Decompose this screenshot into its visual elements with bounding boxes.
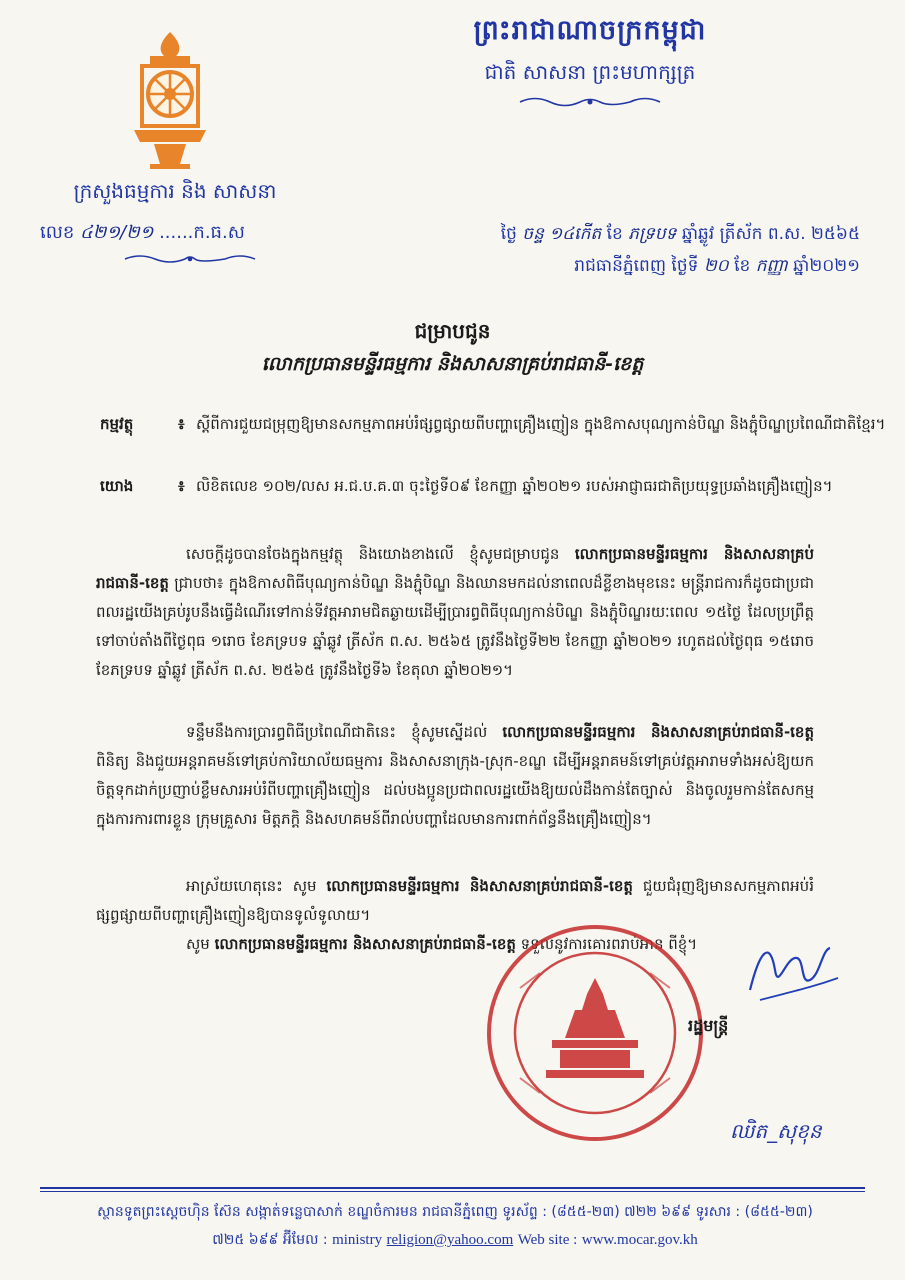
reference-number <box>40 220 245 247</box>
solar-day: ២០ <box>703 256 729 276</box>
ref-prefix: លេខ <box>40 222 75 243</box>
date-day-label: ថ្ងៃ <box>500 224 517 244</box>
body-paragraph-2 <box>96 718 814 834</box>
body-paragraph-1 <box>96 540 814 685</box>
lunar-year: ឆ្នាំឆ្លូវ ត្រីស័ក ព.ស. ២៥៦៥ <box>681 224 860 244</box>
signatory-title: រដ្ឋមន្ត្រី <box>688 1016 729 1035</box>
p4-addressee: លោកប្រធានមន្ទីរធម្មការ និងសាសនាគ្រប់រាជធានី-ខេត្ត <box>214 935 516 953</box>
reference-label: យោង <box>100 477 134 495</box>
subject-label: កម្មវត្ថុ <box>100 415 134 433</box>
official-seal-icon <box>480 918 710 1148</box>
subject-text: ស្តីពីការជួយជម្រុញឱ្យមានសកម្មភាពអប់រំផ្សព្វផ្សាយពីបញ្ហាគ្រឿងញៀន ក្នុងឱកាសបុណ្យកាន់បិណ្ឌ និងភ្ជុំបិណ្ឌប្រពៃណីជាតិខ្មែរ។ <box>196 415 886 433</box>
website-label: Web site : <box>517 1232 578 1248</box>
ministry-emblem-icon <box>120 30 220 170</box>
lunar-day: ចន្ទ ១៤កើត <box>522 224 602 244</box>
date-block <box>390 218 860 282</box>
p1-text-a: សេចក្តីដូចបានចែងក្នុងកម្មវត្ថុ និងយោងខាងលើ ខ្ញុំសូមជម្រាបជូន <box>186 545 560 563</box>
signature-icon <box>740 930 840 1010</box>
signatory-name: ឈិត_សុខុន <box>730 1119 822 1143</box>
solar-year: ឆ្នាំ២០២១ <box>793 256 860 276</box>
p3-text-c: ជួយជំរុញឱ្យមានសកម្មភាពអប់រំផ្សព្វផ្សាយពីបញ្ហាគ្រឿងញៀនឱ្យបានទូលំទូលាយ។ <box>96 877 814 924</box>
p2-text-a: ទន្ទឹមនឹងការប្រារព្ធពិធីប្រពៃណីជាតិនេះ ខ្ញុំសូមស្នើដល់ <box>186 723 488 741</box>
reference-text: លិខិតលេខ ១០២/លស អ.ជ.ប.គ.៣ ចុះថ្ងៃទី០៩ ខែកញ្ញា ឆ្នាំ២០២១ របស់អាជ្ញាធរជាតិប្រយុទ្ធប្រឆាំងគ្រឿងញៀន។ <box>196 477 833 495</box>
ref-suffix: ក.ធ.ស <box>193 222 245 243</box>
p4-text-a: សូម <box>186 935 210 953</box>
p1-addressee: លោកប្រធានមន្ទីរធម្មការ និងសាសនាគ្រប់រាជធានី-ខេត្ត <box>96 545 814 592</box>
kingdom-title: ព្រះរាជាណាចក្រកម្ពុជា <box>473 15 707 46</box>
footer-divider <box>40 1191 865 1192</box>
ministry-name: ក្រសួងធម្មការ និង សាសនា <box>73 179 277 203</box>
place-date-label: រាជធានីភ្នំពេញ ថ្ងៃទី <box>574 256 699 276</box>
p2-text-c: ពិនិត្យ និងជួយអន្តរាគមន៍ទៅគ្រប់ការិយាល័យធម្មការ និងសាសនាក្រុង-ស្រុក-ខណ្ឌ ដើម្បីអន្តរាគមន៍ទៅគ្រប់វត្តអារាមទាំងអស់ឱ្យយកចិត្តទុកដាក់ប្រញាប់ខ្លឹមសារអប់រំពីបញ្ហាគ្រឿងញៀន ដល់បងប្អូនប្រជាពលរដ្ឋយើងឱ្យយល់ដឹងកាន់តែច្បាស់ និងចូលរួមកាន់តែសកម្មក្នុងការការពារខ្លួន ក្រុមគ្រួសារ មិត្តភក្តិ និងសហគមន៍ពីរាល់បញ្ហាដែលមានការពាក់ព័ន្ធនឹងគ្រឿងញៀន។ <box>96 752 814 828</box>
reference-colon: ៖ <box>178 477 185 495</box>
p3-text-a: អាស្រ័យហេតុនេះ សូម <box>186 877 317 895</box>
footer-contact <box>40 1230 870 1251</box>
letterhead <box>270 14 905 113</box>
footer-divider <box>40 1187 865 1189</box>
footer-address: ស្ថានទូតព្រះស្តេចហ៊ិន ស៊ែន សង្កាត់ទន្លេបាសាក់ ខណ្ឌចំការមន រាជធានីភ្នំពេញ ទូរស័ព្ទ : (៨៥៥-២៣) ៧២២ ៦៩៩ ទូរសារ : (៨៥៥-២៣) <box>97 1204 813 1220</box>
p2-addressee: លោកប្រធានមន្ទីរធម្មការ និងសាសនាគ្រប់រាជធានី-ខេត្ត <box>502 723 814 741</box>
p3-addressee: លោកប្រធានមន្ទីរធម្មការ និងសាសនាគ្រប់រាជធានី-ខេត្ត <box>326 877 633 895</box>
lunar-date <box>390 218 860 250</box>
website-link[interactable]: www.mocar.gov.kh <box>581 1232 698 1248</box>
email-link[interactable]: religion@yahoo.com <box>386 1232 514 1248</box>
ornament-divider-icon <box>515 95 665 109</box>
month-label: ខែ <box>606 224 623 244</box>
footer-email-user: ministry <box>332 1232 383 1248</box>
solar-month: កញ្ញា <box>755 256 788 276</box>
national-motto: ជាតិ សាសនា ព្រះមហាក្សត្រ <box>484 60 696 84</box>
p1-text-c: ជ្រាបថា៖ ក្នុងឱកាសពិធីបុណ្យកាន់បិណ្ឌ និងភ្ជុំបិណ្ឌ និងឈានមកដល់នាពេលដ៏ខ្លីខាងមុខនេះ មន្ត្រីរាជការក៏ដូចជាប្រជាពលរដ្ឋយើងគ្រប់រូបនឹងធ្វើដំណើរទៅកាន់ទីវត្តអារាមជិតឆ្ងាយដើម្បីប្រារព្ធពិធីបុណ្យកាន់បិណ្ឌ និងភ្ជុំបិណ្ឌរយៈពេល ១៥ថ្ងៃ ដែលប្រព្រឹត្តទៅចាប់តាំងពីថ្ងៃពុធ ១រោច ខែភទ្របទ ឆ្នាំឆ្លូវ ត្រីស័ក ព.ស. ២៥៦៥ ត្រូវនឹងថ្ងៃទី២២ ខែកញ្ញា ឆ្នាំ២០២១ រហូតដល់ថ្ងៃពុធ ១៥រោច ខែភទ្របទ ឆ្នាំឆ្លូវ ត្រីស័ក ព.ស. ២៥៦៥ ត្រូវនឹងថ្ងៃទី៦ ខែតុលា ឆ្នាំ២០២១។ <box>96 574 814 679</box>
p4-text-c: ទទួលនូវការគោរពរាប់អាន ពីខ្ញុំ។ <box>520 935 698 953</box>
lunar-month: ភទ្របទ <box>628 224 677 244</box>
ref-dots: ...... <box>159 222 194 243</box>
subject-colon: ៖ <box>178 415 185 433</box>
solar-date <box>390 250 860 282</box>
addressee-subtitle: លោកប្រធានមន្ទីរធម្មការ និងសាសនាគ្រប់រាជធានី-ខេត្ត <box>261 353 644 375</box>
month-label: ខែ <box>734 256 751 276</box>
ornament-divider-icon <box>120 252 260 266</box>
addressee-title: ជម្រាបជូន <box>414 319 491 343</box>
ref-number: ៤២១/២១ <box>80 222 154 243</box>
footer-fax-cont: ៧២៥ ៦៩៩ អ៊ីមែល : <box>212 1232 328 1248</box>
